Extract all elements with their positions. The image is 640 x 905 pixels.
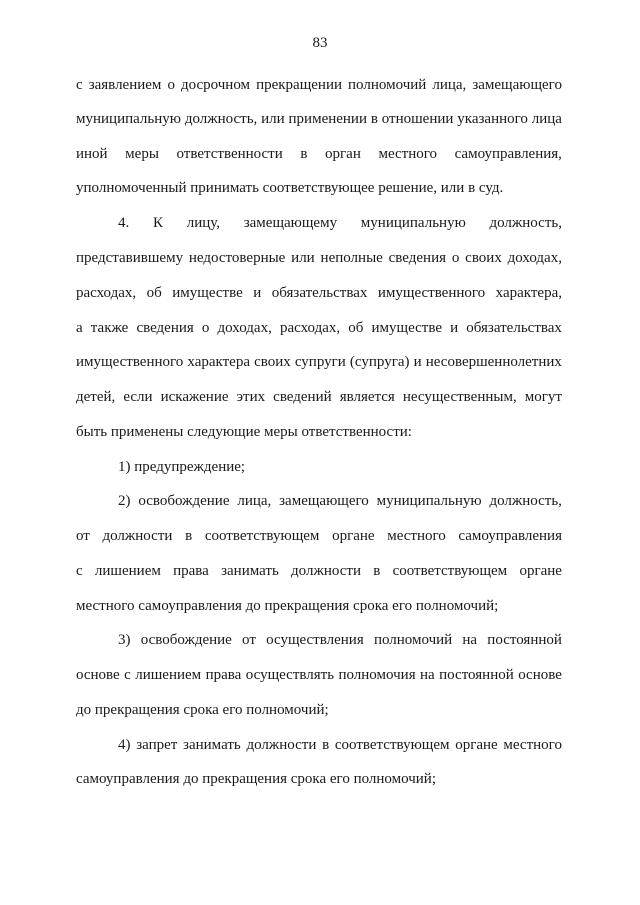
word: и [253, 285, 262, 301]
word: местного [387, 528, 446, 544]
word: супруги [294, 354, 346, 370]
word: недостоверные [188, 250, 286, 266]
word: освобождение [138, 493, 230, 509]
word: и [450, 320, 459, 336]
word: несовершеннолетних [425, 354, 562, 370]
text-line: быть применены следующие меры ответственности: [76, 424, 412, 440]
word: должность, [184, 111, 258, 127]
word: полномочия [338, 667, 416, 683]
word: муниципальную [376, 493, 482, 509]
word: несущественным, [402, 389, 517, 405]
word: также [90, 320, 129, 336]
word: самоуправления [458, 528, 562, 544]
word: должности [102, 528, 173, 544]
word: замещающего [279, 493, 369, 509]
text-line [118, 630, 562, 650]
word: о [451, 250, 460, 266]
word: а [76, 320, 83, 336]
word: об [348, 320, 364, 336]
word: постоянной [439, 667, 514, 683]
word: основе [76, 667, 120, 683]
text-line [118, 491, 562, 511]
word: лишением [135, 667, 202, 683]
word: меры [125, 146, 159, 162]
text-line [76, 109, 562, 129]
text-line [118, 213, 562, 233]
word: сведений [273, 389, 332, 405]
text-line [118, 735, 562, 755]
word: права [173, 563, 209, 579]
word: сведения [388, 250, 446, 266]
word: в [322, 737, 330, 753]
text-line [76, 561, 562, 581]
word: основе [518, 667, 562, 683]
word: характера [187, 354, 250, 370]
word: обязательствах [466, 320, 562, 336]
word: своих [254, 354, 291, 370]
text-line [76, 283, 562, 303]
word: и [413, 354, 422, 370]
word: в [373, 563, 381, 579]
word: 2) [118, 493, 131, 509]
word: замещающему [243, 215, 338, 231]
word: лица, [432, 77, 467, 93]
word: доходах, [217, 320, 272, 336]
word: о [201, 320, 210, 336]
word: с [76, 563, 83, 579]
word: лицу, [186, 215, 220, 231]
word: на [462, 632, 478, 648]
word: применении [288, 111, 367, 127]
word: от [242, 632, 256, 648]
word: должности [291, 563, 361, 579]
text-line [76, 248, 562, 268]
text-line [76, 318, 562, 338]
word: является [339, 389, 395, 405]
word: самоуправления, [454, 146, 562, 162]
text-line: 1) предупреждение; [118, 459, 246, 475]
word: или [291, 250, 315, 266]
word: запрет [136, 737, 178, 753]
word: иной [76, 146, 108, 162]
word: ответственности [176, 146, 283, 162]
word: характера, [495, 285, 562, 301]
word: имущественного [76, 354, 184, 370]
text-line [76, 75, 562, 95]
word: органе [332, 528, 375, 544]
word: указанного [457, 111, 528, 127]
word: отношении [381, 111, 454, 127]
text-line [76, 387, 562, 407]
word: органе [455, 737, 498, 753]
word: соответствующем [334, 737, 450, 753]
text-line: уполномоченный принимать соответствующее решение, или в суд. [76, 180, 504, 196]
word: осуществлять [245, 667, 335, 683]
word: муниципальную [76, 111, 181, 127]
word: должность, [489, 493, 562, 509]
word: имуществе [371, 320, 442, 336]
word: К [152, 215, 163, 231]
word: об [146, 285, 162, 301]
word: занимать [183, 737, 241, 753]
word: этих [236, 389, 266, 405]
word: 4) [118, 737, 131, 753]
word: местного [378, 146, 437, 162]
word: о [167, 77, 175, 93]
word: 4. [118, 215, 130, 231]
word: лица, [237, 493, 272, 509]
word: должности [246, 737, 317, 753]
word: полномочий [373, 632, 453, 648]
word: права [205, 667, 242, 683]
word: искажение [160, 389, 229, 405]
word: муниципальную [360, 215, 466, 231]
word: представившему [76, 250, 184, 266]
word: неполные [320, 250, 383, 266]
word: соответствующем [392, 563, 508, 579]
word: заявлением [88, 77, 162, 93]
word: замещающего [472, 77, 562, 93]
text-line [76, 144, 562, 164]
word: своих [465, 250, 502, 266]
word: могут [524, 389, 562, 405]
word: с [124, 667, 131, 683]
text-line: самоуправления до прекращения срока его полномочий; [76, 771, 436, 787]
word: соответствующем [204, 528, 320, 544]
word: органе [519, 563, 562, 579]
word: 3) [118, 632, 131, 648]
text-line [76, 526, 562, 546]
word: доходах, [507, 250, 562, 266]
text-line [76, 352, 562, 372]
word: прекращении [256, 77, 342, 93]
word: осуществления [266, 632, 364, 648]
word: занимать [221, 563, 279, 579]
word: освобождение [140, 632, 232, 648]
word: постоянной [487, 632, 562, 648]
word: орган [325, 146, 361, 162]
word: обязательствах [271, 285, 368, 301]
word: расходах, [76, 285, 137, 301]
word: имуществе [172, 285, 243, 301]
word: детей, [76, 389, 116, 405]
word: расходах, [279, 320, 341, 336]
word: имущественного [377, 285, 486, 301]
word: если [123, 389, 153, 405]
word: в [300, 146, 308, 162]
text-line [76, 665, 562, 685]
word: или [261, 111, 285, 127]
word: в [185, 528, 193, 544]
text-line: до прекращения срока его полномочий; [76, 702, 329, 718]
word: сведения [136, 320, 194, 336]
page-number: 83 [312, 35, 328, 51]
text-line: местного самоуправления до прекращения срока его полномочий; [76, 598, 499, 614]
word: досрочном [180, 77, 251, 93]
word: должность, [489, 215, 562, 231]
word: лица [531, 111, 562, 127]
word: с [76, 77, 83, 93]
word: на [420, 667, 435, 683]
word: от [76, 528, 90, 544]
word: лишением [94, 563, 161, 579]
word: полномочий [348, 77, 427, 93]
word: местного [503, 737, 562, 753]
word: (супруга) [349, 354, 410, 370]
word: в [370, 111, 378, 127]
